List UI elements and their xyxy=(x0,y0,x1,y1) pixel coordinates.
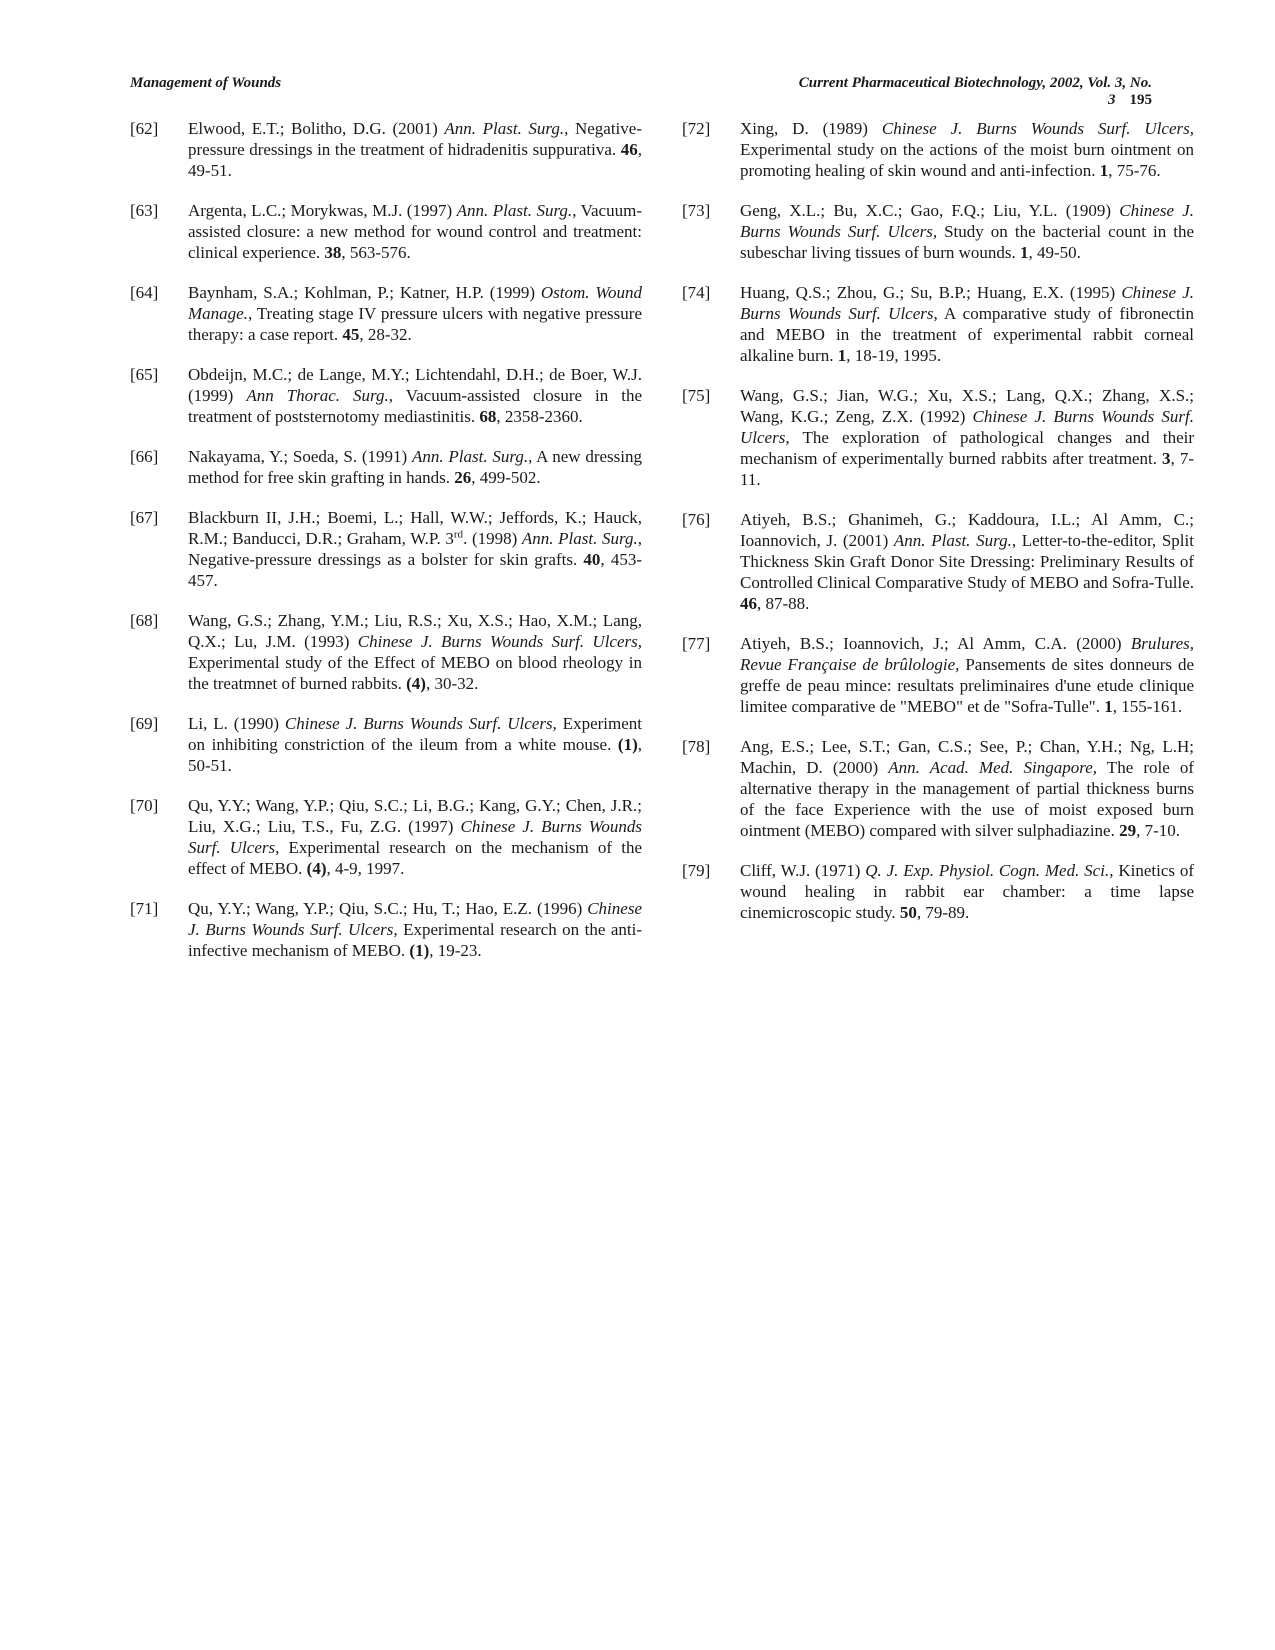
reference-number: [69] xyxy=(130,714,159,733)
reference-text xyxy=(188,507,642,591)
reference-list-left xyxy=(130,118,642,980)
reference-fragment: , 4-9, 1997. xyxy=(326,859,405,878)
volume-number: (1) xyxy=(409,941,430,960)
running-head-section: Management of Wounds xyxy=(130,75,282,91)
journal-name: Chinese J. Burns Wounds Surf. Ulcers, xyxy=(188,899,642,939)
volume-number: 1 xyxy=(1020,243,1029,262)
reference-number: [78] xyxy=(682,737,711,756)
reference-item xyxy=(130,200,642,263)
reference-fragment: , Letter-to-the-editor, Split Thickness Skin Graft Donor Site Dressing: Preliminary Results of Controlled Clinical Comparative Study of MEBO and Sofra-Tulle. xyxy=(740,531,1194,592)
reference-text xyxy=(740,282,1194,366)
reference-item xyxy=(130,713,642,776)
volume-number: (4) xyxy=(306,859,327,878)
reference-text xyxy=(188,898,642,961)
volume-number: 46 xyxy=(620,140,638,159)
reference-number: [63] xyxy=(130,201,159,220)
reference-fragment: A comparative study of fibronectin and MEBO in the treatment of experimental rabbit corneal alkaline burn. xyxy=(740,304,1194,365)
reference-fragment: Xing, D. (1989) xyxy=(740,119,882,138)
journal-name: Chinese J. Burns Wounds Surf. Ulcers, xyxy=(881,119,1194,138)
journal-name: Ann. Acad. Med. Singapore, xyxy=(888,758,1098,777)
reference-fragment: , 49-50. xyxy=(1028,243,1081,262)
volume-number: 1 xyxy=(837,346,847,365)
volume-number: (1) xyxy=(617,735,638,754)
journal-name: Chinese J. Burns Wounds Surf. Ulcers, xyxy=(284,714,557,733)
reference-item xyxy=(682,282,1194,366)
reference-fragment: , Vacuum-assisted closure in the treatment of poststernotomy mediastinitis. xyxy=(188,386,642,426)
volume-number: (4) xyxy=(406,674,426,693)
volume-number: 26 xyxy=(454,468,472,487)
reference-fragment: Wang, G.S.; Jian, W.G.; Xu, X.S.; Lang, Q.X.; Zhang, X.S.; Wang, K.G.; Zeng, Z.X. (1992) xyxy=(740,386,1194,426)
reference-fragment: Study on the bacterial count in the subeschar living tissues of burn wounds. xyxy=(740,222,1194,262)
reference-text xyxy=(188,795,642,879)
reference-number: [70] xyxy=(130,796,159,815)
reference-fragment: , 75-76. xyxy=(1108,161,1161,180)
reference-fragment: Atiyeh, B.S.; Ghanimeh, G.; Kaddoura, I.L.; Al Amm, C.; Ioannovich, J. (2001) xyxy=(740,510,1194,550)
journal-name: Brulures, Revue Française de brûlologie, xyxy=(740,634,1194,674)
reference-number: [75] xyxy=(682,386,711,405)
reference-text xyxy=(188,200,642,263)
reference-fragment: The role of alternative therapy in the management of partial thickness burns of the face Experience with the use of moist exposed burn ointment (MEBO) compared with silver sulphadiazine. xyxy=(740,758,1195,840)
reference-item xyxy=(130,364,642,427)
reference-fragment: Qu, Y.Y.; Wang, Y.P.; Qiu, S.C.; Li, B.G.; Kang, G.Y.; Chen, J.R.; Liu, X.G.; Liu, T.S., Fu, Z.G. (1997) xyxy=(188,796,642,836)
reference-item xyxy=(682,860,1194,923)
reference-fragment: Elwood, E.T.; Bolitho, D.G. (2001) xyxy=(188,119,445,138)
reference-fragment: , 19-23. xyxy=(429,941,482,960)
journal-name: Chinese J. Burns Wounds Surf. Ulcers, xyxy=(740,283,1194,323)
volume-number: 38 xyxy=(324,243,342,262)
journal-name: Ann. Plast. Surg. xyxy=(893,531,1012,550)
reference-fragment: Atiyeh, B.S.; Ioannovich, J.; Al Amm, C.A. (2000) xyxy=(740,634,1131,653)
journal-name: Ann. Plast. Surg. xyxy=(521,529,638,548)
journal-name: Chinese J. Burns Wounds Surf. Ulcers, xyxy=(740,201,1194,241)
reference-number: [72] xyxy=(682,119,711,138)
volume-number: 50 xyxy=(899,903,917,922)
reference-fragment: Experimental research on the mechanism of the effect of MEBO. xyxy=(188,838,642,878)
reference-fragment: Geng, X.L.; Bu, X.C.; Gao, F.Q.; Liu, Y.L. (1909) xyxy=(740,201,1120,220)
journal-name: Ann Thorac. Surg. xyxy=(246,386,389,405)
reference-fragment: Argenta, L.C.; Morykwas, M.J. (1997) xyxy=(188,201,457,220)
journal-name: Ostom. Wound Manage. xyxy=(188,283,642,323)
reference-fragment: , 453-457. xyxy=(188,550,642,590)
reference-number: [77] xyxy=(682,634,711,653)
reference-list-right xyxy=(682,118,1194,942)
reference-fragment: , Treating stage IV pressure ulcers with negative pressure therapy: a case report. xyxy=(188,304,642,344)
reference-text xyxy=(188,364,642,427)
reference-fragment: , 28-32. xyxy=(359,325,412,344)
reference-text xyxy=(740,736,1194,841)
journal-name: Chinese J. Burns Wounds Surf. Ulcers, xyxy=(740,407,1194,447)
journal-name: Ann. Plast. Surg. xyxy=(444,119,565,138)
reference-fragment: Li, L. (1990) xyxy=(188,714,285,733)
journal-name: Ann. Plast. Surg. xyxy=(411,447,529,466)
reference-fragment: Blackburn II, J.H.; Boemi, L.; Hall, W.W.; Jeffords, K.; Hauck, R.M.; Banducci, D.R.; Graham, W.P. 3 xyxy=(188,508,642,548)
reference-fragment: rd xyxy=(453,528,464,541)
reference-text xyxy=(740,385,1194,490)
reference-fragment: , 7-11. xyxy=(740,449,1195,489)
reference-text xyxy=(188,282,642,345)
reference-item xyxy=(130,446,642,488)
reference-fragment: , 30-32. xyxy=(425,674,479,693)
reference-fragment: Ang, E.S.; Lee, S.T.; Gan, C.S.; See, P.; Chan, Y.H.; Ng, L.H; Machin, D. (2000) xyxy=(740,737,1194,777)
reference-fragment: Experiment on inhibiting constriction of the ileum from a white mouse. xyxy=(188,714,642,754)
reference-text xyxy=(740,509,1194,614)
reference-fragment: , 18-19, 1995. xyxy=(846,346,942,365)
volume-number: 1 xyxy=(1104,697,1113,716)
reference-number: [71] xyxy=(130,899,159,918)
reference-item xyxy=(682,633,1194,717)
reference-fragment: Obdeijn, M.C.; de Lange, M.Y.; Lichtendahl, D.H.; de Boer, W.J. (1999) xyxy=(188,365,642,405)
reference-item xyxy=(130,898,642,961)
reference-fragment: , 79-89. xyxy=(916,903,970,922)
reference-text xyxy=(740,633,1194,717)
reference-item xyxy=(130,282,642,345)
reference-fragment: , Negative-pressure dressings in the treatment of hidradenitis suppurativa. xyxy=(188,119,642,159)
reference-text xyxy=(188,610,642,694)
reference-item xyxy=(130,118,642,181)
reference-number: [64] xyxy=(130,283,159,302)
volume-number: 46 xyxy=(740,594,757,613)
reference-number: [68] xyxy=(130,611,159,630)
reference-item xyxy=(682,118,1194,181)
reference-text xyxy=(740,860,1194,923)
page-number: 195 xyxy=(1129,92,1152,108)
reference-fragment: , 499-502. xyxy=(471,468,541,487)
reference-fragment: , 155-161. xyxy=(1112,697,1183,716)
reference-number: [74] xyxy=(682,283,711,302)
reference-number: [62] xyxy=(130,119,159,138)
reference-item xyxy=(130,507,642,591)
journal-name: Ann. Plast. Surg. xyxy=(456,201,573,220)
reference-number: [73] xyxy=(682,201,711,220)
reference-fragment: Qu, Y.Y.; Wang, Y.P.; Qiu, S.C.; Hu, T.; Hao, E.Z. (1996) xyxy=(188,899,588,918)
reference-fragment: Experimental study of the Effect of MEBO on blood rheology in the treatmnet of burned rabbits. xyxy=(188,653,642,693)
journal-name: Chinese J. Burns Wounds Surf. Ulcers, xyxy=(188,817,642,857)
reference-number: [66] xyxy=(130,447,159,466)
volume-number: 29 xyxy=(1119,821,1137,840)
reference-item xyxy=(682,200,1194,263)
volume-number: 40 xyxy=(583,550,601,569)
reference-fragment: Wang, G.S.; Zhang, Y.M.; Liu, R.S.; Xu, X.S.; Hao, X.M.; Lang, Q.X.; Lu, J.M. (1993) xyxy=(188,611,642,651)
reference-fragment: , Vacuum-assisted closure: a new method for wound control and treatment: clinical experience. xyxy=(188,201,642,262)
reference-fragment: Cliff, W.J. (1971) xyxy=(740,861,866,880)
reference-item xyxy=(130,610,642,694)
volume-number: 68 xyxy=(479,407,497,426)
journal-name: Chinese J. Burns Wounds Surf. Ulcers, xyxy=(357,632,643,651)
reference-fragment: , Kinetics of wound healing in rabbit ear chamber: a time lapse cinemicroscopic study. xyxy=(740,861,1194,922)
running-head-journal xyxy=(752,75,1152,109)
reference-fragment: Experimental research on the anti-infective mechanism of MEBO. xyxy=(188,920,642,960)
reference-item xyxy=(682,385,1194,490)
reference-text xyxy=(740,200,1194,263)
reference-fragment: , Negative-pressure dressings as a bolster for skin grafts. xyxy=(188,529,642,569)
reference-text xyxy=(188,713,642,776)
reference-fragment: , 49-51. xyxy=(188,140,642,180)
reference-text xyxy=(188,446,642,488)
journal-name: Q. J. Exp. Physiol. Cogn. Med. Sci. xyxy=(865,861,1110,880)
reference-item xyxy=(682,736,1194,841)
reference-fragment: Nakayama, Y.; Soeda, S. (1991) xyxy=(188,447,412,466)
reference-text xyxy=(740,118,1194,181)
reference-fragment: Baynham, S.A.; Kohlman, P.; Katner, H.P. (1999) xyxy=(188,283,541,302)
reference-number: [76] xyxy=(682,510,711,529)
reference-fragment: , 563-576. xyxy=(341,243,411,262)
reference-fragment: Experimental study on the actions of the moist burn ointment on promoting healing of skin wound and anti-infection. xyxy=(740,140,1194,180)
reference-item xyxy=(682,509,1194,614)
reference-fragment: , 7-10. xyxy=(1136,821,1181,840)
reference-text xyxy=(188,118,642,181)
reference-fragment: Pansements de sites donneurs de greffe de peau mince: resultats preliminaires d'une etude clinique limitee comparative de "MEBO" et de "Sofra-Tulle". xyxy=(740,655,1195,716)
reference-number: [65] xyxy=(130,365,159,384)
reference-number: [67] xyxy=(130,508,159,527)
reference-fragment: , 2358-2360. xyxy=(496,407,583,426)
volume-number: 3 xyxy=(1162,449,1171,468)
reference-fragment: , 50-51. xyxy=(188,735,642,775)
reference-fragment: , 87-88. xyxy=(757,594,810,613)
reference-number: [79] xyxy=(682,861,711,880)
reference-fragment: The exploration of pathological changes and their mechanism of experimentally burned rabbits after treatment. xyxy=(740,428,1194,468)
reference-fragment: Huang, Q.S.; Zhou, G.; Su, B.P.; Huang, E.X. (1995) xyxy=(740,283,1122,302)
journal-citation: Current Pharmaceutical Biotechnology, 2002, Vol. 3, No. 3 xyxy=(798,75,1152,108)
volume-number: 45 xyxy=(342,325,360,344)
reference-item xyxy=(130,795,642,879)
reference-fragment: . (1998) xyxy=(463,529,522,548)
reference-fragment: , A new dressing method for free skin grafting in hands. xyxy=(188,447,642,487)
volume-number: 1 xyxy=(1099,161,1109,180)
